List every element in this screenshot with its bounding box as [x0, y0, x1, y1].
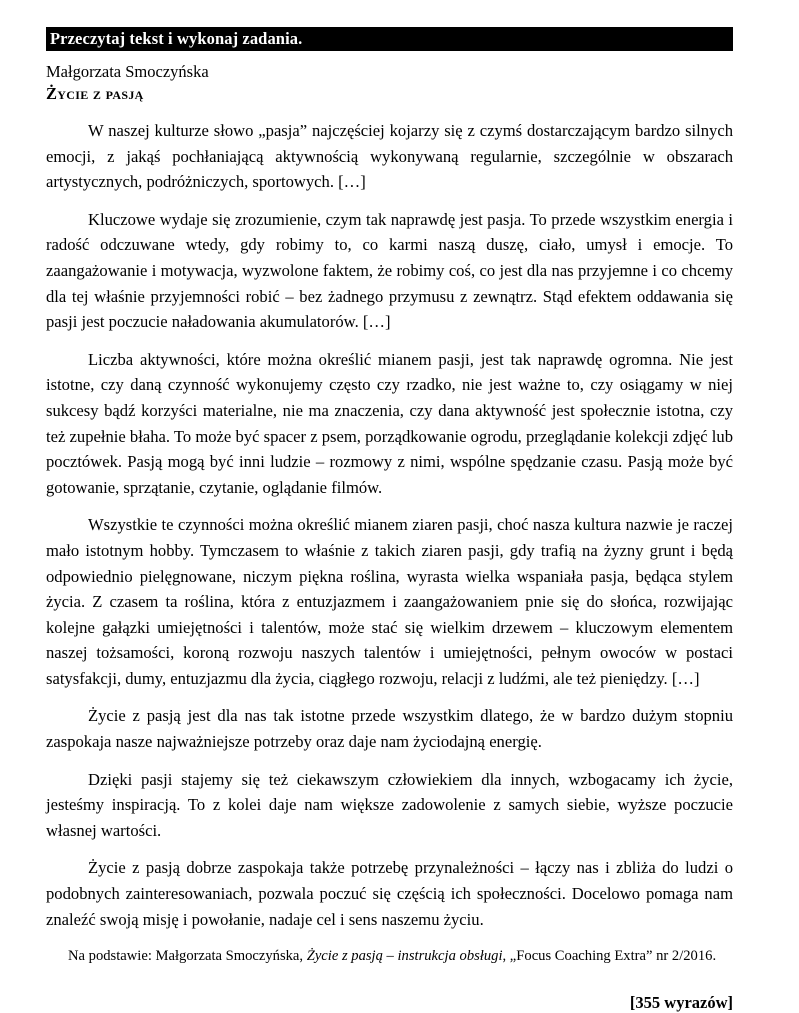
byline — [46, 61, 733, 104]
author-name: Małgorzata Smoczyńska — [46, 62, 209, 81]
article-body — [46, 118, 733, 932]
instruction-banner: Przeczytaj tekst i wykonaj zadania. — [46, 27, 733, 51]
paragraph: W naszej kulturze słowo „pasja” najczęściej kojarzy się z czymś dostarczającym bardzo silnych emocji, z jakąś pochłaniającą aktywnością wykonywaną regularnie, szczególnie w obszarach artystycznych, podróżniczych, sportowych. […] — [46, 121, 733, 192]
paragraph: Wszystkie te czynności można określić mianem ziaren pasji, choć nasza kultura nazwie je raczej mało istotnym hobby. Tymczasem to właśnie z takich ziaren pasji, gdy trafią na żyzny grunt i będą odpowiednio pielęgnowane, niczym piękna roślina, wyrasta wielka wspaniała pasja, będąca stylem życia. Z czasem ta roślina, która z entuzjazmem i zaangażowaniem pnie się do słońca, rozwijając kolejne gałązki umiejętności i talentów, może stać się wielkim drzewem – kluczowym elementem naszej tożsamości, koroną rozwoju naszych talentów i umiejętności, pełnym owoców w postaci satysfakcji, dumy, entuzjazmu dla życia, ciągłego rozwoju, relacji z ludźmi, ale też pieniędzy. […] — [46, 515, 733, 688]
paragraph: Życie z pasją jest dla nas tak istotne przede wszystkim dlatego, że w bardzo dużym stopniu zaspokaja nasze najważniejsze potrzeby oraz daje nam życiodajną energię. — [46, 706, 733, 752]
source-title: Życie z pasją – instrukcja obsługi — [306, 948, 503, 965]
paragraph: Liczba aktywności, które można określić mianem pasji, jest tak naprawdę ogromna. Nie jest istotne, czy daną czynność wykonujemy często czy rzadko, nie jest ważne to, czy osiągamy w niej sukcesy bądź korzyści materialne, nie ma znaczenia, czy dana aktywność jest społecznie istotna, czy też zupełnie błaha. To może być spacer z psem, porządkowanie ogrodu, przeglądanie kolekcji zdjęć lub pocztówek. Pasją mogą być inni ludzie – rozmowy z nimi, wspólne spędzanie czasu. Pasją może być gotowanie, sprzątanie, czytanie, oglądanie filmów. — [46, 349, 733, 497]
source-attribution — [46, 946, 733, 966]
paragraph: Dzięki pasji stajemy się też ciekawszym człowiekiem dla innych, wzbogacamy ich życie, jesteśmy inspiracją. To z kolei daje nam większe zadowolenie z samych siebie, wyższe poczucie własnej wartości. — [46, 769, 733, 840]
word-count: [355 wyrazów] — [629, 993, 733, 1013]
work-title: Życie z pasją — [46, 84, 144, 103]
source-prefix: Na podstawie: Małgorzata Smoczyńska, — [68, 948, 307, 965]
source-suffix: , „Focus Coaching Extra” nr 2/2016. — [502, 948, 717, 965]
document-content — [46, 27, 733, 1013]
paragraph: Życie z pasją dobrze zaspokaja także potrzebę przynależności – łączy nas i zbliża do ludzi o podobnych zainteresowaniach, pozwala poczuć się częścią ich społeczności. Docelowo pomaga nam znaleźć swoją misję i powołanie, nadaje cel i sens naszemu życiu. — [46, 858, 733, 929]
paragraph: Kluczowe wydaje się zrozumienie, czym tak naprawdę jest pasja. To przede wszystkim energia i radość odczuwane wtedy, gdy robimy to, co karmi naszą duszę, ciało, umysł i emocje. To zaangażowanie i motywacja, wyzwolone faktem, że robimy coś, co jest dla nas przyjemne i co chcemy dla tej właśnie przyjemności robić – bez żadnego przymusu z zewnątrz. Stąd efektem oddawania się pasji jest poczucie naładowania akumulatorów. […] — [46, 209, 733, 332]
